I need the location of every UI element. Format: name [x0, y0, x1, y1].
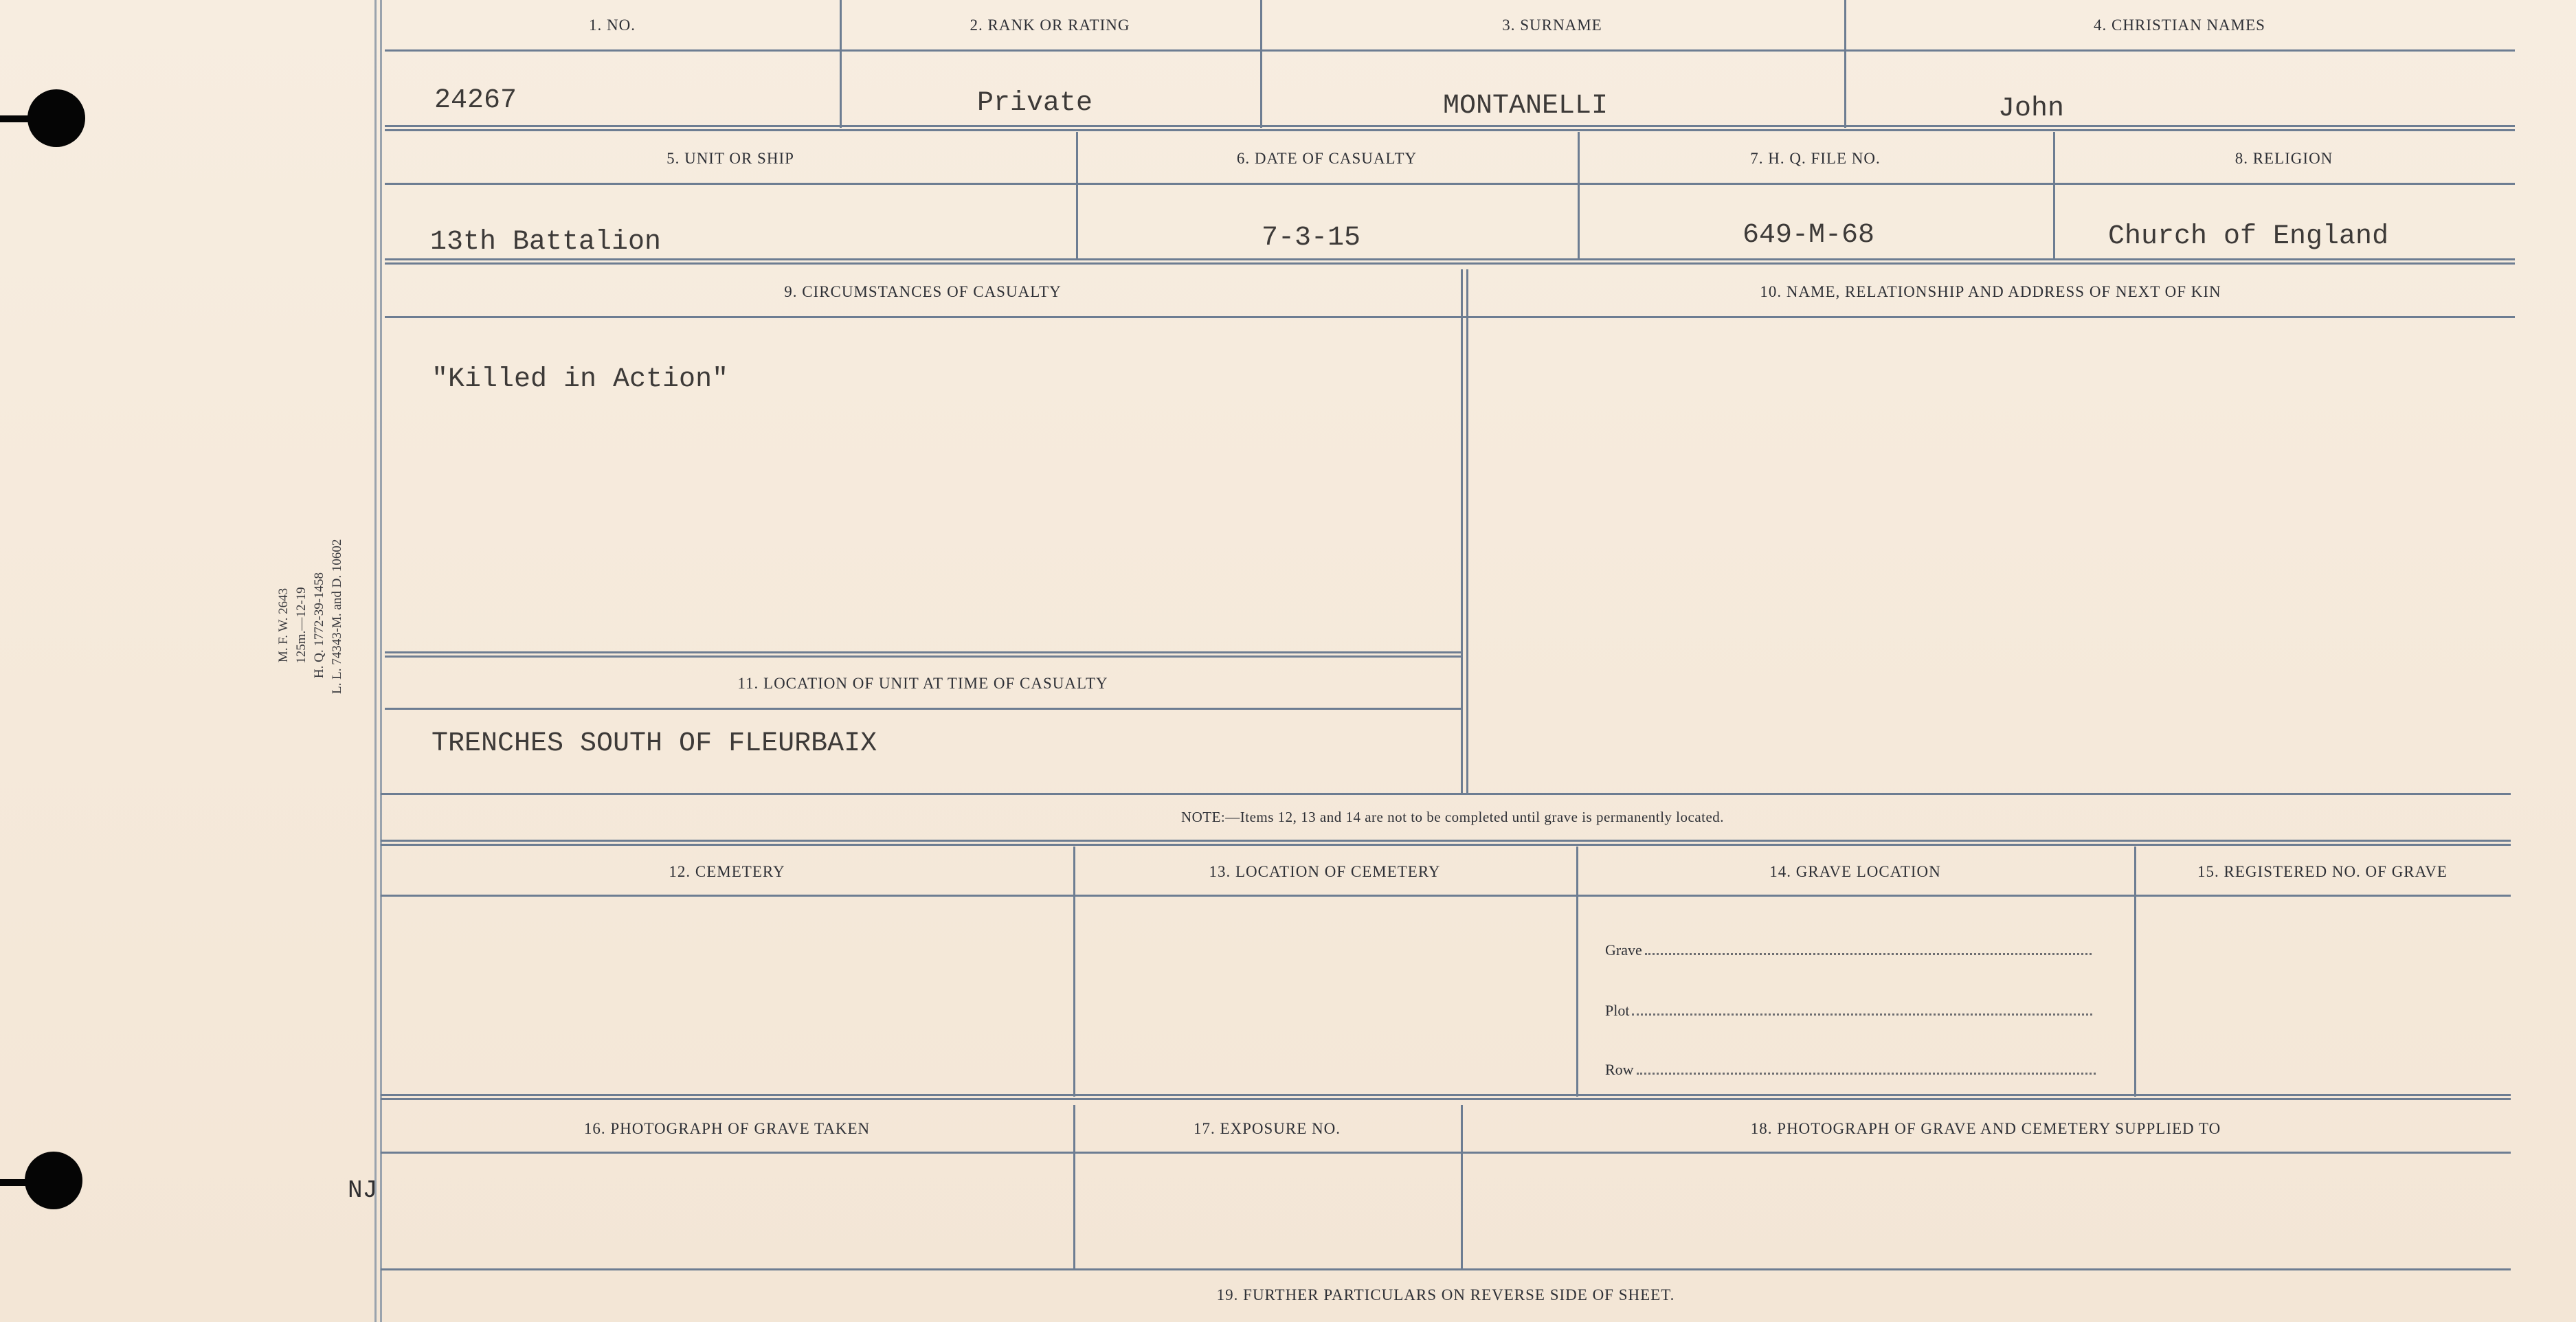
row-line-label: Row: [1605, 1061, 1634, 1078]
cemetery-location-label: 13. LOCATION OF CEMETERY: [1209, 863, 1441, 880]
exposure-label: 17. EXPOSURE NO.: [1193, 1120, 1341, 1137]
grave-dotted-line: [1645, 952, 2092, 955]
form-reference: [275, 539, 344, 694]
religion-value: Church of England: [2108, 221, 2389, 252]
rule: [1073, 847, 1075, 1097]
circumstances-value: "Killed in Action": [432, 364, 729, 395]
rule-double: [385, 258, 2515, 265]
form-ref-line-1: M. F. W. 2643: [276, 587, 291, 663]
grave-location-label: 14. GRAVE LOCATION: [1769, 863, 1941, 880]
surname-label: 3. SURNAME: [1502, 16, 1602, 34]
location-value: TRENCHES SOUTH OF FLEURBAIX: [432, 728, 877, 759]
rule: [381, 793, 2511, 795]
form-ref-line-3: H. Q. 1772-39-1458: [312, 572, 326, 679]
rule: [385, 316, 2515, 318]
grave-line-label: Grave: [1605, 941, 1642, 959]
plot-line-label: Plot: [1605, 1002, 1630, 1019]
rule: [2134, 847, 2136, 1097]
further-particulars-label: 19. FURTHER PARTICULARS ON REVERSE SIDE OF SHEET.: [1216, 1286, 1675, 1303]
photo-supplied-label: 18. PHOTOGRAPH OF GRAVE AND CEMETERY SUPPLIED TO: [1750, 1120, 2221, 1137]
rule-double: [385, 125, 2515, 131]
no-label: 1. NO.: [589, 16, 636, 34]
unit-value: 13th Battalion: [430, 227, 662, 258]
rule: [1576, 847, 1578, 1097]
rule: [385, 49, 2515, 52]
casualty-form: [381, 0, 2524, 1322]
photo-taken-label: 16. PHOTOGRAPH OF GRAVE TAKEN: [583, 1120, 871, 1137]
rule-double: [381, 1094, 2511, 1100]
rule-double: [385, 651, 1461, 658]
rule: [381, 1152, 2511, 1154]
note-text: NOTE:—Items 12, 13 and 14 are not to be completed until grave is permanently located.: [1180, 809, 1725, 825]
row-dotted-line: [1637, 1072, 2096, 1075]
rank-value: Private: [977, 88, 1093, 119]
grave-line: [1605, 941, 2092, 959]
religion-label: 8. RELIGION: [2235, 150, 2333, 167]
rule: [381, 895, 2511, 897]
rule: [1461, 269, 1463, 793]
next-of-kin-label: 10. NAME, RELATIONSHIP AND ADDRESS OF NEXT OF KIN: [1760, 283, 2221, 300]
rule: [385, 183, 2515, 185]
rule: [381, 1268, 2511, 1270]
clerk-initials: NJ: [348, 1176, 378, 1205]
rank-label: 2. RANK OR RATING: [970, 16, 1130, 34]
hq-file-value: 649-M-68: [1743, 220, 1875, 251]
date-label: 6. DATE OF CASUALTY: [1236, 150, 1418, 167]
circumstances-label: 9. CIRCUMSTANCES OF CASUALTY: [784, 283, 1062, 300]
date-value: 7-3-15: [1262, 223, 1361, 254]
plot-line: [1605, 1002, 2092, 1020]
christian-names-label: 4. CHRISTIAN NAMES: [2094, 16, 2265, 34]
punch-hole-tab-top: [0, 115, 41, 122]
rule-double: [381, 840, 2511, 846]
rule: [1466, 269, 1468, 793]
punch-hole-tab-bottom: [0, 1179, 41, 1186]
location-label: 11. LOCATION OF UNIT AT TIME OF CASUALTY: [737, 675, 1108, 692]
hq-file-label: 7. H. Q. FILE NO.: [1750, 150, 1881, 167]
cemetery-label: 12. CEMETERY: [669, 863, 785, 880]
surname-value: MONTANELLI: [1443, 91, 1609, 122]
christian-names-value: John: [1998, 93, 2065, 124]
row-line: [1605, 1061, 2096, 1079]
form-ref-line-4: L. L. 74343-M. and D. 10602: [330, 539, 344, 694]
margin-line-left: [374, 0, 377, 1322]
form-ref-line-2: 125m.—12-19: [294, 587, 309, 664]
registered-grave-label: 15. REGISTERED NO. OF GRAVE: [2197, 863, 2448, 880]
plot-dotted-line: [1632, 1013, 2092, 1016]
unit-label: 5. UNIT OR SHIP: [667, 150, 794, 167]
rule: [385, 708, 1461, 710]
service-number: 24267: [434, 85, 517, 116]
